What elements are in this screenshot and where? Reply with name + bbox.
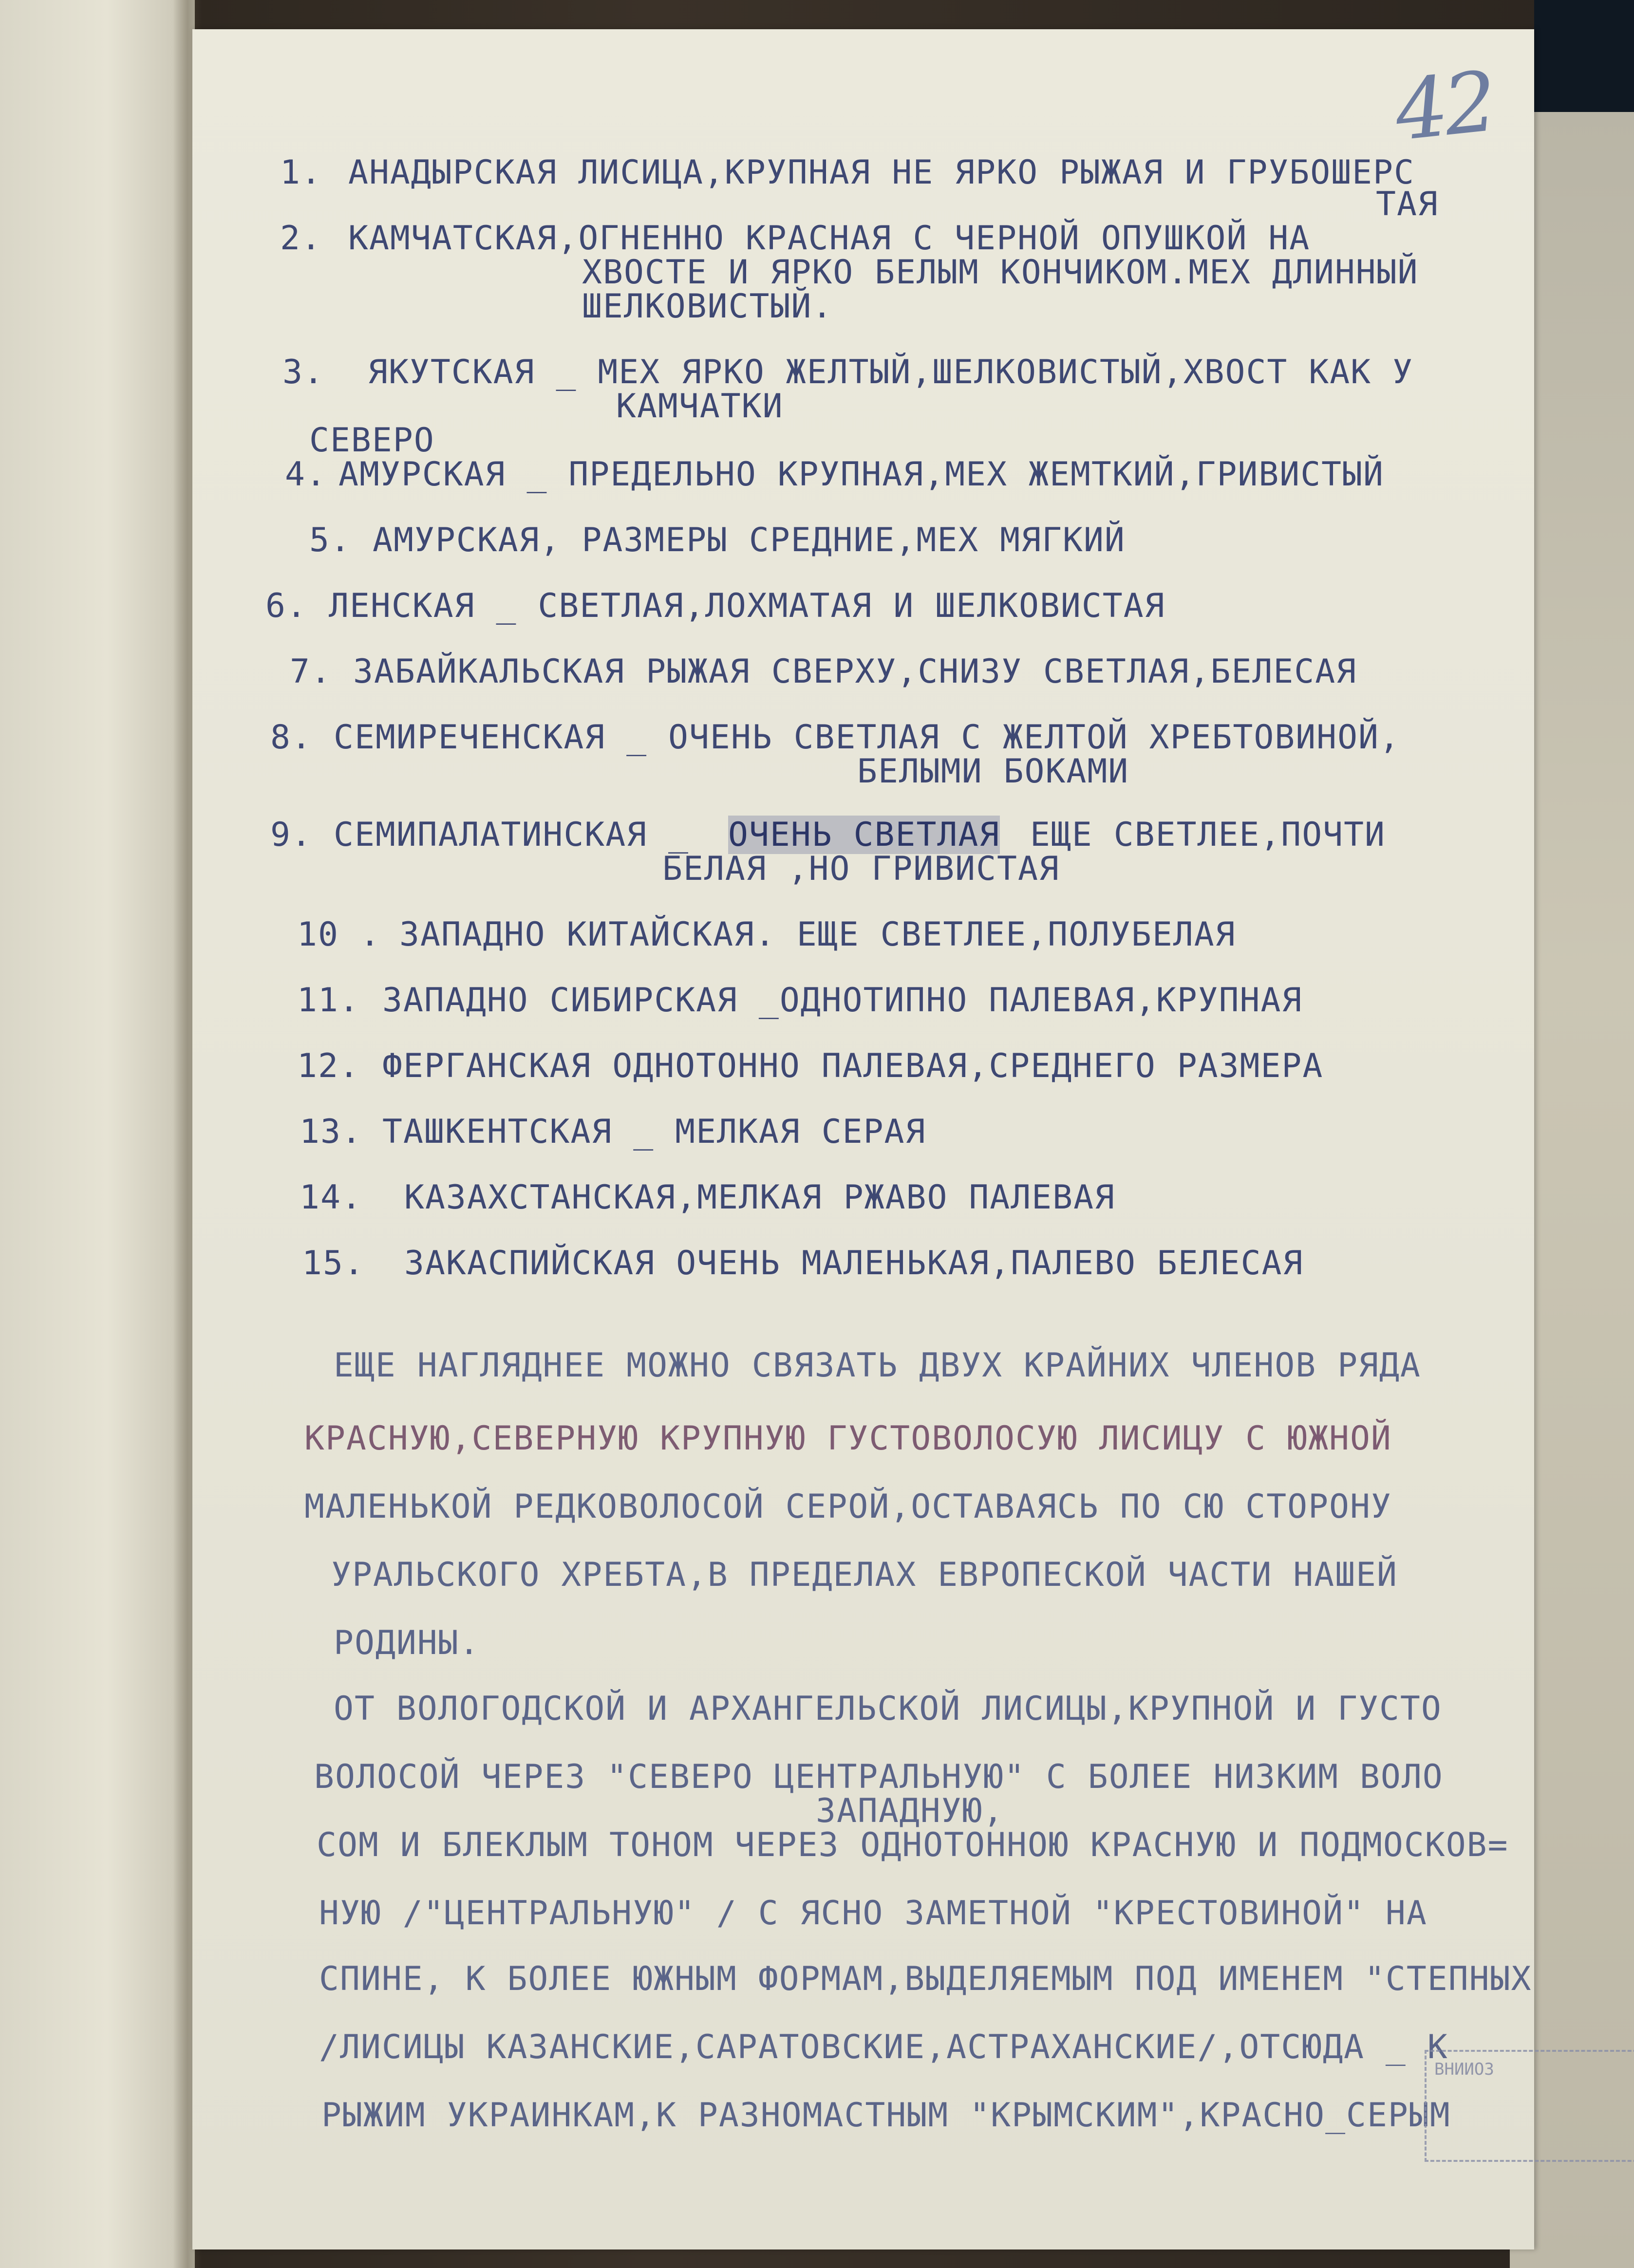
list-item-continuation: ХВОСТЕ И ЯРКО БЕЛЫМ КОНЧИКОМ.МЕХ ДЛИННЫЙ xyxy=(582,253,1419,292)
list-item-number: 3. xyxy=(282,353,324,391)
list-item-text: ЗАКАСПИЙСКАЯ ОЧЕНЬ МАЛЕНЬКАЯ,ПАЛЕВО БЕЛЕСАЯ xyxy=(404,1244,1304,1283)
paragraph-insertion: ЗАПАДНУЮ, xyxy=(816,1792,1004,1830)
paragraph-line: РЫЖИМ УКРАИНКАМ,К РАЗНОМАСТНЫМ "КРЫМСКИМ",КРАСНО_СЕРЫМ xyxy=(321,2096,1451,2135)
list-item-continuation: ШЕЛКОВИСТЫЙ. xyxy=(582,287,833,326)
list-item-text: ФЕРГАНСКАЯ ОДНОТОННО ПАЛЕВАЯ,СРЕДНЕГО РАЗМЕРА xyxy=(382,1047,1324,1085)
list-item-text: АМУРСКАЯ _ ПРЕДЕЛЬНО КРУПНАЯ,МЕХ ЖЕМТКИЙ,ГРИВИСТЫЙ xyxy=(338,455,1384,494)
list-item-continuation: КАМЧАТКИ xyxy=(616,387,784,426)
list-item-number: 1. xyxy=(280,153,322,192)
typed-sheet xyxy=(192,29,1534,2249)
list-item-text: КАЗАХСТАНСКАЯ,МЕЛКАЯ РЖАВО ПАЛЕВАЯ xyxy=(404,1178,1115,1217)
paragraph-line: НУЮ /"ЦЕНТРАЛЬНУЮ" / С ЯСНО ЗАМЕТНОЙ "КРЕСТОВИНОЙ" НА xyxy=(319,1894,1427,1933)
library-stamp: ВНИИОЗ xyxy=(1425,2050,1634,2162)
list-item-number: 8. xyxy=(270,718,312,757)
list-item-continuation: БЕЛАЯ ,НО ГРИВИСТАЯ xyxy=(662,850,1060,888)
background-corner xyxy=(1534,0,1634,127)
list-item-text: АМУРСКАЯ, РАЗМЕРЫ СРЕДНИЕ,МЕХ МЯГКИЙ xyxy=(373,521,1126,559)
list-item-text: СЕМИРЕЧЕНСКАЯ _ ОЧЕНЬ СВЕТЛАЯ С ЖЕЛТОЙ ХРЕБТОВИНОЙ, xyxy=(334,718,1400,757)
paragraph-line: РОДИНЫ. xyxy=(334,1624,480,1662)
paragraph-line: ОТ ВОЛОГОДСКОЙ И АРХАНГЕЛЬСКОЙ ЛИСИЦЫ,КРУПНОЙ И ГУСТО xyxy=(334,1690,1442,1728)
list-item-number: 13. xyxy=(300,1113,362,1151)
paragraph-line: СПИНЕ, К БОЛЕЕ ЮЖНЫМ ФОРМАМ,ВЫДЕЛЯЕМЫМ ПОД ИМЕНЕМ "СТЕПНЫХ xyxy=(319,1960,1532,1998)
paragraph-line: СОМ И БЛЕКЛЫМ ТОНОМ ЧЕРЕЗ ОДНОТОННОЮ КРАСНУЮ И ПОДМОСКОВ= xyxy=(317,1826,1509,1864)
list-item-number: 11. xyxy=(297,981,360,1020)
list-item-number: 4. xyxy=(285,455,327,494)
paragraph-line: УРАЛЬСКОГО ХРЕБТА,В ПРЕДЕЛАХ ЕВРОПЕСКОЙ ЧАСТИ НАШЕЙ xyxy=(331,1556,1398,1594)
list-item-text: ЗАПАДНО КИТАЙСКАЯ. ЕЩЕ СВЕТЛЕЕ,ПОЛУБЕЛАЯ xyxy=(399,915,1236,954)
list-item-number: 14. xyxy=(300,1178,362,1217)
list-item-text: ЗАБАЙКАЛЬСКАЯ РЫЖАЯ СВЕРХУ,СНИЗУ СВЕТЛАЯ,БЕЛЕСАЯ xyxy=(353,652,1357,691)
paragraph-line: /ЛИСИЦЫ КАЗАНСКИЕ,САРАТОВСКИЕ,АСТРАХАНСКИЕ/,ОТСЮДА _ К xyxy=(319,2028,1448,2066)
paragraph-line: МАЛЕНЬКОЙ РЕДКОВОЛОСОЙ СЕРОЙ,ОСТАВАЯСЬ ПО СЮ СТОРОНУ xyxy=(304,1487,1392,1526)
paragraph-line: ЕЩЕ НАГЛЯДНЕЕ МОЖНО СВЯЗАТЬ ДВУХ КРАЙНИХ ЧЛЕНОВ РЯДА xyxy=(334,1346,1421,1385)
list-item-continuation: ТАЯ xyxy=(1376,185,1439,223)
paragraph-line: КРАСНУЮ,СЕВЕРНУЮ КРУПНУЮ ГУСТОВОЛОСУЮ ЛИСИЦУ С ЮЖНОЙ xyxy=(304,1419,1392,1458)
list-item-text: АНАДЫРСКАЯ ЛИСИЦА,КРУПНАЯ НЕ ЯРКО РЫЖАЯ И ГРУБОШЕРС xyxy=(348,153,1415,192)
list-item-text: КАМЧАТСКАЯ,ОГНЕННО КРАСНАЯ С ЧЕРНОЙ ОПУШКОЙ НА xyxy=(348,219,1311,258)
list-item-number: 12. xyxy=(297,1047,360,1085)
list-item-text: ТАШКЕНТСКАЯ _ МЕЛКАЯ СЕРАЯ xyxy=(382,1113,926,1151)
list-item-number: 10 . xyxy=(297,915,381,954)
paragraph-line: ВОЛОСОЙ ЧЕРЕЗ "СЕВЕРО ЦЕНТРАЛЬНУЮ" С БОЛЕЕ НИЗКИМ ВОЛО xyxy=(314,1758,1444,1796)
left-page-edge xyxy=(0,0,195,2268)
list-item-number: 2. xyxy=(280,219,322,258)
list-item-prefix: СЕВЕРО xyxy=(309,421,435,460)
list-item-text: ЛЕНСКАЯ _ СВЕТЛАЯ,ЛОХМАТАЯ И ШЕЛКОВИСТАЯ xyxy=(329,587,1165,625)
list-item-number: 15. xyxy=(302,1244,365,1283)
list-item-text: ЕЩЕ СВЕТЛЕЕ,ПОЧТИ xyxy=(1030,816,1386,854)
struck-out-text: ОЧЕНЬ СВЕТЛАЯ xyxy=(728,816,1000,854)
list-item-text: ЗАПАДНО СИБИРСКАЯ _ОДНОТИПНО ПАЛЕВАЯ,КРУПНАЯ xyxy=(382,981,1303,1020)
list-item-text: ЯКУТСКАЯ _ МЕХ ЯРКО ЖЕЛТЫЙ,ШЕЛКОВИСТЫЙ,ХВОСТ КАК У xyxy=(368,353,1413,391)
list-item-number: 6. xyxy=(265,587,307,625)
page-number: 42 xyxy=(1390,54,1498,160)
list-item-text: СЕМИПАЛАТИНСКАЯ _ xyxy=(334,816,689,854)
list-item-continuation: БЕЛЫМИ БОКАМИ xyxy=(857,752,1129,791)
list-item-number: 9. xyxy=(270,816,312,854)
list-item-number: 5. xyxy=(309,521,351,559)
list-item-number: 7. xyxy=(290,652,332,691)
